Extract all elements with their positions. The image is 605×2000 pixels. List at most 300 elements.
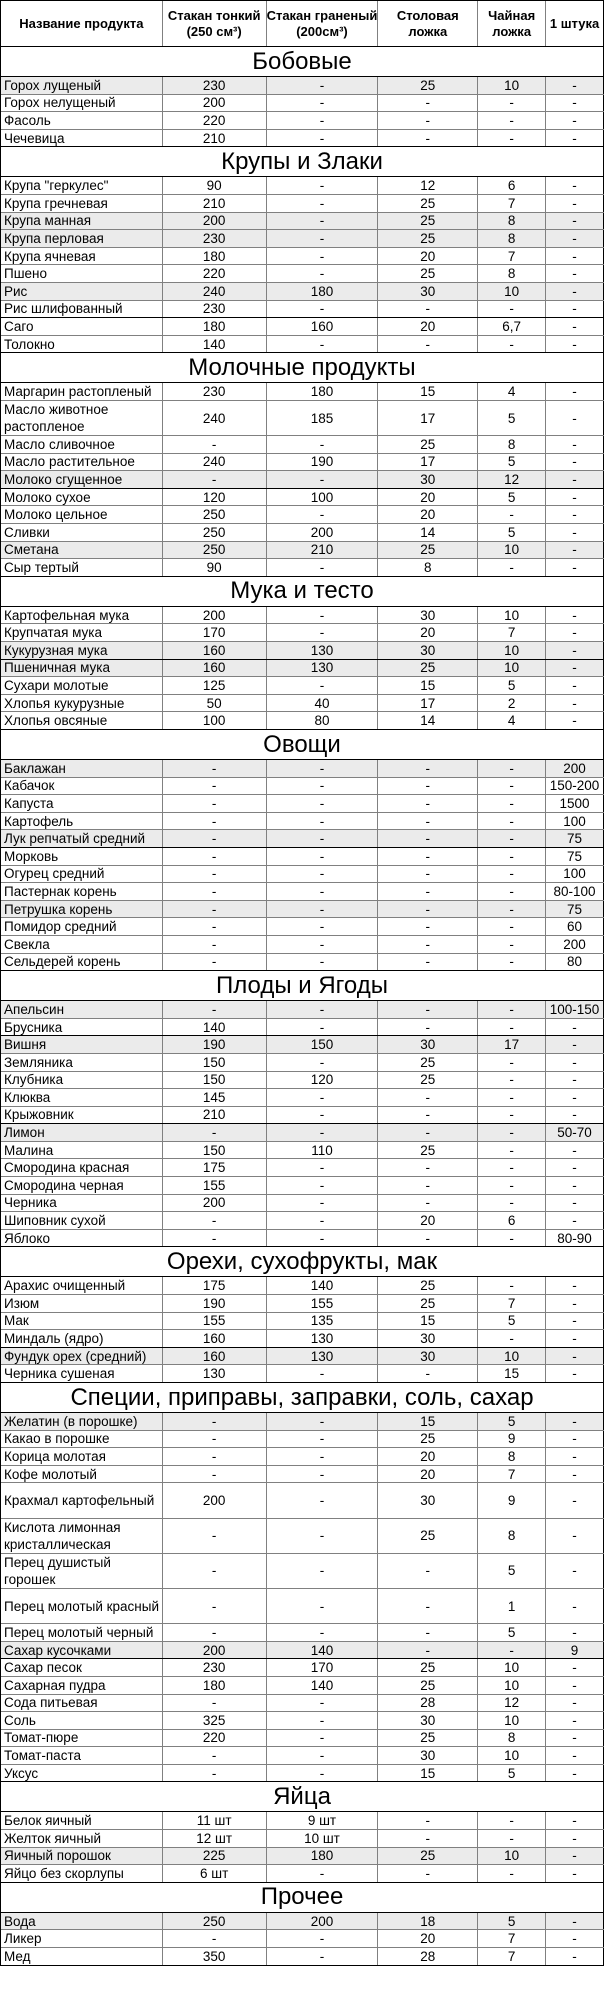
glass-faceted-value: - xyxy=(267,795,379,812)
product-name: Крупа ячневая xyxy=(1,248,163,265)
glass-faceted-value: - xyxy=(267,1730,379,1747)
product-name: Саго xyxy=(1,318,163,335)
glass-faceted-value: - xyxy=(267,778,379,795)
header-piece: 1 штука xyxy=(546,1,604,46)
glass-faceted-value: 130 xyxy=(267,660,379,677)
tablespoon-value: 25 xyxy=(378,1142,478,1159)
glass-faceted-value: 180 xyxy=(267,383,379,400)
piece-value: 50-70 xyxy=(546,1124,604,1141)
glass-thin-value: 125 xyxy=(163,677,267,694)
table-row xyxy=(1,1124,604,1142)
tablespoon-value: 15 xyxy=(378,1313,478,1330)
tablespoon-value: 20 xyxy=(378,624,478,641)
tablespoon-value: - xyxy=(378,813,478,830)
glass-thin-value: - xyxy=(163,1765,267,1782)
glass-thin-value: 180 xyxy=(163,318,267,335)
glass-faceted-value: - xyxy=(267,1747,379,1764)
teaspoon-value: 9 xyxy=(478,1431,546,1448)
teaspoon-value: - xyxy=(478,1177,546,1194)
tablespoon-value: 20 xyxy=(378,1212,478,1229)
tablespoon-value: 30 xyxy=(378,1348,478,1365)
product-name: Яйцо без скорлупы xyxy=(1,1865,163,1882)
section-heading-row xyxy=(1,1383,604,1413)
glass-thin-value: - xyxy=(163,1124,267,1141)
table-row xyxy=(1,1142,604,1160)
header-glass-thin: Стакан тонкий (250 см³) xyxy=(163,1,267,46)
glass-faceted-value: - xyxy=(267,813,379,830)
tablespoon-value: - xyxy=(378,1177,478,1194)
piece-value: - xyxy=(546,489,604,506)
glass-faceted-value: - xyxy=(267,760,379,777)
product-name: Толокно xyxy=(1,336,163,353)
glass-thin-value: 250 xyxy=(163,524,267,541)
piece-value: - xyxy=(546,318,604,335)
table-row xyxy=(1,524,604,542)
tablespoon-value: - xyxy=(378,1019,478,1036)
teaspoon-value: 6,7 xyxy=(478,318,546,335)
teaspoon-value: 10 xyxy=(478,642,546,659)
glass-faceted-value: - xyxy=(267,213,379,230)
teaspoon-value: - xyxy=(478,918,546,935)
glass-thin-value: 180 xyxy=(163,1677,267,1694)
glass-thin-value: - xyxy=(163,1466,267,1483)
teaspoon-value: 7 xyxy=(478,248,546,265)
tablespoon-value: 30 xyxy=(378,1747,478,1764)
table-row xyxy=(1,695,604,713)
teaspoon-value: - xyxy=(478,1642,546,1659)
piece-value: - xyxy=(546,1624,604,1641)
glass-thin-value: 210 xyxy=(163,195,267,212)
glass-faceted-value: - xyxy=(267,918,379,935)
glass-thin-value: 180 xyxy=(163,248,267,265)
glass-faceted-value: - xyxy=(267,1195,379,1212)
glass-faceted-value: - xyxy=(267,936,379,953)
table-row xyxy=(1,1313,604,1331)
table-row xyxy=(1,454,604,472)
table-row xyxy=(1,1642,604,1660)
glass-thin-value: 160 xyxy=(163,1330,267,1347)
glass-thin-value: 230 xyxy=(163,77,267,94)
glass-thin-value: 160 xyxy=(163,660,267,677)
piece-value: - xyxy=(546,677,604,694)
glass-faceted-value: - xyxy=(267,1212,379,1229)
teaspoon-value: 8 xyxy=(478,436,546,453)
section-title: Бобовые xyxy=(1,47,604,76)
table-row xyxy=(1,1765,604,1783)
teaspoon-value: - xyxy=(478,112,546,129)
glass-thin-value: 350 xyxy=(163,1948,267,1965)
table-row xyxy=(1,1195,604,1213)
glass-thin-value: 90 xyxy=(163,559,267,576)
header-product: Название продукта xyxy=(1,1,163,46)
table-row xyxy=(1,712,604,730)
glass-faceted-value: 100 xyxy=(267,489,379,506)
piece-value: - xyxy=(546,336,604,353)
table-row xyxy=(1,265,604,283)
piece-value: 80-100 xyxy=(546,883,604,900)
teaspoon-value: - xyxy=(478,1230,546,1247)
glass-faceted-value: - xyxy=(267,1589,379,1623)
glass-faceted-value: - xyxy=(267,1019,379,1036)
product-name: Томат-паста xyxy=(1,1747,163,1764)
piece-value: 60 xyxy=(546,918,604,935)
product-name: Ликер xyxy=(1,1930,163,1947)
product-name: Картофельная мука xyxy=(1,607,163,624)
glass-thin-value: - xyxy=(163,1431,267,1448)
product-name: Чечевица xyxy=(1,130,163,147)
teaspoon-value: - xyxy=(478,1277,546,1294)
glass-faceted-value: - xyxy=(267,901,379,918)
glass-faceted-value: - xyxy=(267,1483,379,1517)
table-row xyxy=(1,1830,604,1848)
section-title: Яйца xyxy=(1,1782,604,1811)
product-name: Молоко цельное xyxy=(1,506,163,523)
table-row xyxy=(1,1001,604,1019)
teaspoon-value: 10 xyxy=(478,1659,546,1676)
section-title: Овощи xyxy=(1,730,604,759)
table-row xyxy=(1,559,604,577)
table-row xyxy=(1,177,604,195)
tablespoon-value: 20 xyxy=(378,1448,478,1465)
glass-thin-value: 140 xyxy=(163,1019,267,1036)
glass-thin-value: - xyxy=(163,848,267,865)
glass-thin-value: - xyxy=(163,795,267,812)
piece-value: - xyxy=(546,1677,604,1694)
glass-thin-value: - xyxy=(163,830,267,847)
table-row xyxy=(1,1695,604,1713)
tablespoon-value: 20 xyxy=(378,506,478,523)
teaspoon-value: 10 xyxy=(478,1747,546,1764)
product-name: Уксус xyxy=(1,1765,163,1782)
section-heading-row xyxy=(1,577,604,607)
product-name: Апельсин xyxy=(1,1001,163,1018)
table-row xyxy=(1,130,604,148)
teaspoon-value: 8 xyxy=(478,1519,546,1553)
piece-value: - xyxy=(546,112,604,129)
tablespoon-value: 30 xyxy=(378,283,478,300)
table-row xyxy=(1,918,604,936)
product-name: Перец душистый горошек xyxy=(1,1554,163,1588)
tablespoon-value: 17 xyxy=(378,401,478,435)
tablespoon-value: 25 xyxy=(378,1730,478,1747)
tablespoon-value: - xyxy=(378,936,478,953)
tablespoon-value: - xyxy=(378,1624,478,1641)
glass-thin-value: 250 xyxy=(163,542,267,559)
table-row xyxy=(1,1072,604,1090)
product-name: Белок яичный xyxy=(1,1812,163,1829)
glass-thin-value: 11 шт xyxy=(163,1812,267,1829)
product-name: Арахис очищенный xyxy=(1,1277,163,1294)
piece-value: - xyxy=(546,1519,604,1553)
teaspoon-value: - xyxy=(478,1159,546,1176)
glass-thin-value: 230 xyxy=(163,383,267,400)
product-name: Свекла xyxy=(1,936,163,953)
table-row xyxy=(1,1712,604,1730)
glass-thin-value: 100 xyxy=(163,712,267,729)
glass-faceted-value: 180 xyxy=(267,1848,379,1865)
table-row xyxy=(1,1230,604,1248)
product-name: Рис шлифованный xyxy=(1,301,163,318)
table-row xyxy=(1,607,604,625)
product-name: Масло растительное xyxy=(1,454,163,471)
glass-faceted-value: 150 xyxy=(267,1036,379,1053)
section-heading-row xyxy=(1,1883,604,1913)
glass-faceted-value: 80 xyxy=(267,712,379,729)
piece-value: - xyxy=(546,230,604,247)
tablespoon-value: 25 xyxy=(378,436,478,453)
tablespoon-value: - xyxy=(378,1589,478,1623)
glass-faceted-value: 9 шт xyxy=(267,1812,379,1829)
tablespoon-value: 15 xyxy=(378,1765,478,1782)
section-heading-row xyxy=(1,730,604,760)
tablespoon-value: - xyxy=(378,1195,478,1212)
glass-faceted-value: - xyxy=(267,248,379,265)
piece-value: - xyxy=(546,1747,604,1764)
glass-faceted-value: - xyxy=(267,830,379,847)
tablespoon-value: - xyxy=(378,1089,478,1106)
product-name: Черника xyxy=(1,1195,163,1212)
teaspoon-value: 10 xyxy=(478,283,546,300)
piece-value: - xyxy=(546,1730,604,1747)
teaspoon-value: 10 xyxy=(478,542,546,559)
glass-faceted-value: - xyxy=(267,677,379,694)
tablespoon-value: 15 xyxy=(378,677,478,694)
glass-faceted-value: 140 xyxy=(267,1277,379,1294)
section-heading-row xyxy=(1,1782,604,1812)
teaspoon-value: - xyxy=(478,866,546,883)
table-row xyxy=(1,660,604,678)
product-name: Пастернак корень xyxy=(1,883,163,900)
piece-value: - xyxy=(546,1913,604,1930)
table-row xyxy=(1,1848,604,1866)
teaspoon-value: - xyxy=(478,130,546,147)
glass-thin-value: - xyxy=(163,1695,267,1712)
glass-faceted-value: - xyxy=(267,954,379,971)
table-row xyxy=(1,1348,604,1366)
teaspoon-value: - xyxy=(478,1089,546,1106)
tablespoon-value: - xyxy=(378,336,478,353)
tablespoon-value: - xyxy=(378,901,478,918)
tablespoon-value: 17 xyxy=(378,454,478,471)
table-row xyxy=(1,1277,604,1295)
glass-thin-value: - xyxy=(163,1554,267,1588)
glass-faceted-value: - xyxy=(267,624,379,641)
piece-value: - xyxy=(546,1413,604,1430)
teaspoon-value: - xyxy=(478,336,546,353)
glass-thin-value: 190 xyxy=(163,1036,267,1053)
glass-faceted-value: 120 xyxy=(267,1072,379,1089)
glass-faceted-value: 130 xyxy=(267,1348,379,1365)
glass-thin-value: - xyxy=(163,1001,267,1018)
table-row xyxy=(1,1659,604,1677)
table-row xyxy=(1,642,604,660)
table-row xyxy=(1,1677,604,1695)
tablespoon-value: 17 xyxy=(378,695,478,712)
glass-thin-value: 220 xyxy=(163,112,267,129)
teaspoon-value: 4 xyxy=(478,383,546,400)
table-row xyxy=(1,1519,604,1554)
glass-faceted-value: - xyxy=(267,848,379,865)
glass-thin-value: 175 xyxy=(163,1277,267,1294)
piece-value: - xyxy=(546,248,604,265)
glass-thin-value: 200 xyxy=(163,1195,267,1212)
piece-value: - xyxy=(546,1195,604,1212)
table-row xyxy=(1,248,604,266)
table-row xyxy=(1,1747,604,1765)
header-teaspoon: Чайная ложка xyxy=(478,1,546,46)
product-name: Молоко сухое xyxy=(1,489,163,506)
teaspoon-value: 7 xyxy=(478,1466,546,1483)
piece-value: 75 xyxy=(546,901,604,918)
teaspoon-value: 10 xyxy=(478,660,546,677)
piece-value: - xyxy=(546,1948,604,1965)
table-body xyxy=(1,47,604,1966)
product-name: Маргарин растопленый xyxy=(1,383,163,400)
glass-thin-value: 12 шт xyxy=(163,1830,267,1847)
piece-value: - xyxy=(546,95,604,112)
tablespoon-value: 25 xyxy=(378,1054,478,1071)
table-row xyxy=(1,230,604,248)
teaspoon-value: 5 xyxy=(478,1913,546,1930)
glass-thin-value: - xyxy=(163,1747,267,1764)
teaspoon-value: - xyxy=(478,1142,546,1159)
piece-value: - xyxy=(546,454,604,471)
product-name: Земляника xyxy=(1,1054,163,1071)
product-name: Сахар кусочками xyxy=(1,1642,163,1659)
table-row xyxy=(1,1036,604,1054)
product-name: Шиповник сухой xyxy=(1,1212,163,1229)
glass-faceted-value: - xyxy=(267,1948,379,1965)
teaspoon-value: 8 xyxy=(478,265,546,282)
product-name: Брусника xyxy=(1,1019,163,1036)
glass-thin-value: 170 xyxy=(163,624,267,641)
product-name: Капуста xyxy=(1,795,163,812)
product-name: Крыжовник xyxy=(1,1107,163,1124)
piece-value: - xyxy=(546,401,604,435)
piece-value: 200 xyxy=(546,760,604,777)
table-row xyxy=(1,1054,604,1072)
piece-value: - xyxy=(546,1277,604,1294)
glass-faceted-value: - xyxy=(267,112,379,129)
piece-value: - xyxy=(546,130,604,147)
teaspoon-value: - xyxy=(478,848,546,865)
piece-value: - xyxy=(546,1659,604,1676)
table-row xyxy=(1,1431,604,1449)
glass-thin-value: - xyxy=(163,1624,267,1641)
product-name: Пшено xyxy=(1,265,163,282)
teaspoon-value: 8 xyxy=(478,1730,546,1747)
tablespoon-value: 28 xyxy=(378,1695,478,1712)
tablespoon-value: 30 xyxy=(378,1330,478,1347)
glass-thin-value: - xyxy=(163,866,267,883)
glass-thin-value: 200 xyxy=(163,1483,267,1517)
glass-thin-value: - xyxy=(163,471,267,488)
table-row xyxy=(1,954,604,972)
piece-value: 80 xyxy=(546,954,604,971)
teaspoon-value: 8 xyxy=(478,213,546,230)
product-name: Клюква xyxy=(1,1089,163,1106)
piece-value: - xyxy=(546,1313,604,1330)
glass-faceted-value: 170 xyxy=(267,1659,379,1676)
product-name: Крупчатая мука xyxy=(1,624,163,641)
product-name: Миндаль (ядро) xyxy=(1,1330,163,1347)
glass-faceted-value: - xyxy=(267,95,379,112)
product-name: Пшеничная мука xyxy=(1,660,163,677)
product-name: Сливки xyxy=(1,524,163,541)
product-name: Черника сушеная xyxy=(1,1365,163,1382)
glass-faceted-value: - xyxy=(267,883,379,900)
piece-value: 100 xyxy=(546,813,604,830)
glass-thin-value: 220 xyxy=(163,265,267,282)
glass-thin-value: 240 xyxy=(163,454,267,471)
tablespoon-value: 20 xyxy=(378,1466,478,1483)
glass-thin-value: 155 xyxy=(163,1177,267,1194)
piece-value: - xyxy=(546,1865,604,1882)
glass-faceted-value: - xyxy=(267,1365,379,1382)
glass-thin-value: 230 xyxy=(163,301,267,318)
glass-faceted-value: - xyxy=(267,1159,379,1176)
piece-value: - xyxy=(546,471,604,488)
table-row xyxy=(1,1019,604,1037)
product-name: Фасоль xyxy=(1,112,163,129)
piece-value: - xyxy=(546,1036,604,1053)
glass-thin-value: - xyxy=(163,778,267,795)
piece-value: - xyxy=(546,1107,604,1124)
section-heading-row xyxy=(1,147,604,177)
tablespoon-value: 30 xyxy=(378,1483,478,1517)
piece-value: - xyxy=(546,1554,604,1588)
piece-value: - xyxy=(546,1177,604,1194)
product-name: Кофе молотый xyxy=(1,1466,163,1483)
piece-value: - xyxy=(546,195,604,212)
piece-value: - xyxy=(546,1466,604,1483)
product-name: Желток яичный xyxy=(1,1830,163,1847)
table-header xyxy=(1,1,604,47)
piece-value: - xyxy=(546,1930,604,1947)
teaspoon-value: 7 xyxy=(478,1948,546,1965)
glass-faceted-value: - xyxy=(267,1519,379,1553)
piece-value: 80-90 xyxy=(546,1230,604,1247)
glass-thin-value: - xyxy=(163,1448,267,1465)
table-row xyxy=(1,778,604,796)
product-name: Какао в порошке xyxy=(1,1431,163,1448)
teaspoon-value: 10 xyxy=(478,1348,546,1365)
product-name: Кислота лимонная кристаллическая xyxy=(1,1519,163,1553)
tablespoon-value: 25 xyxy=(378,1677,478,1694)
glass-faceted-value: 135 xyxy=(267,1313,379,1330)
product-name: Баклажан xyxy=(1,760,163,777)
teaspoon-value: - xyxy=(478,1054,546,1071)
glass-faceted-value: 110 xyxy=(267,1142,379,1159)
glass-faceted-value: - xyxy=(267,1431,379,1448)
table-row xyxy=(1,436,604,454)
product-name: Масло животное растопленое xyxy=(1,401,163,435)
table-row xyxy=(1,936,604,954)
tablespoon-value: 20 xyxy=(378,318,478,335)
piece-value: - xyxy=(546,1830,604,1847)
tablespoon-value: 25 xyxy=(378,77,478,94)
tablespoon-value: - xyxy=(378,1365,478,1382)
tablespoon-value: - xyxy=(378,1001,478,1018)
tablespoon-value: 14 xyxy=(378,712,478,729)
tablespoon-value: - xyxy=(378,95,478,112)
teaspoon-value: - xyxy=(478,883,546,900)
glass-faceted-value: 180 xyxy=(267,283,379,300)
product-name: Лимон xyxy=(1,1124,163,1141)
piece-value: - xyxy=(546,1765,604,1782)
glass-faceted-value: - xyxy=(267,1413,379,1430)
glass-thin-value: - xyxy=(163,918,267,935)
